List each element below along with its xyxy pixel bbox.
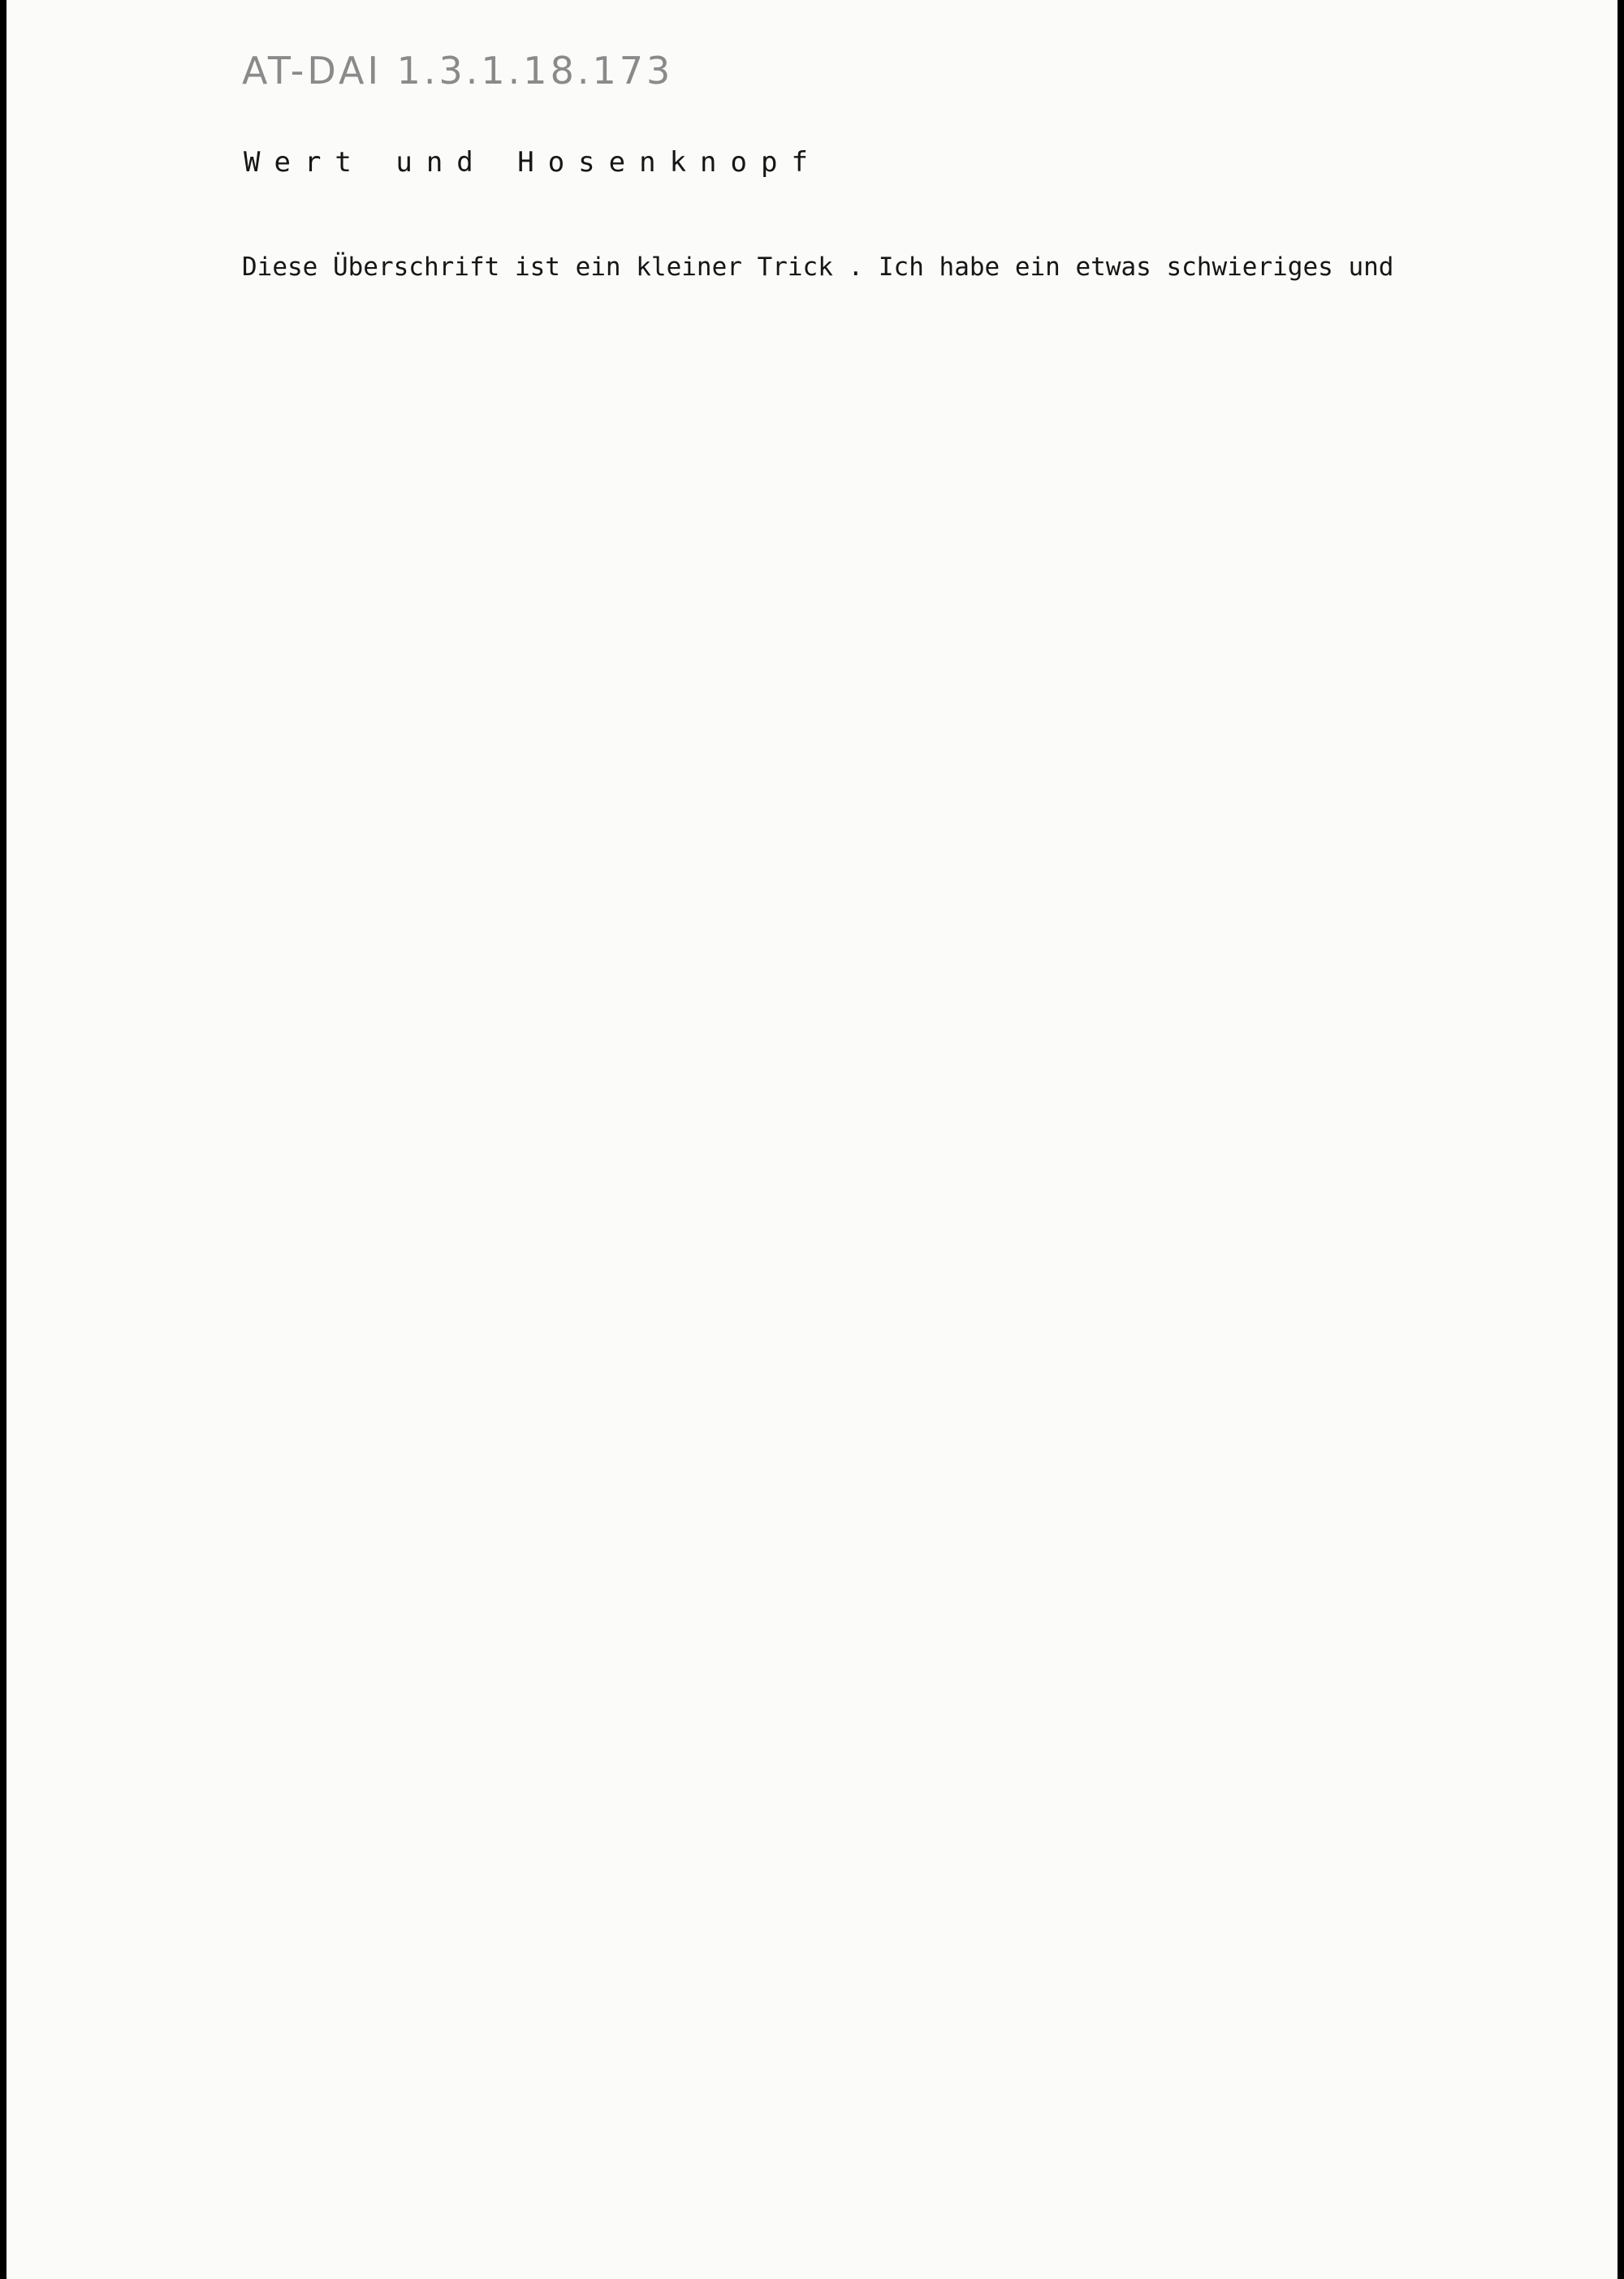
- text-line: Diese Überschrift ist ein kleiner Trick . Ich habe ein etwas schwieriges und: [242, 253, 1394, 282]
- archive-reference: AT-DAI 1.3.1.18.173: [242, 49, 674, 93]
- text-line: [242, 284, 1622, 317]
- text-line: [242, 316, 1622, 348]
- text-line: [242, 380, 1622, 412]
- page-title: Wert und Hosenknopf: [244, 146, 822, 179]
- text-line: [242, 348, 1622, 381]
- document-sheet: [6, 0, 1618, 2279]
- document-body: [242, 252, 1622, 412]
